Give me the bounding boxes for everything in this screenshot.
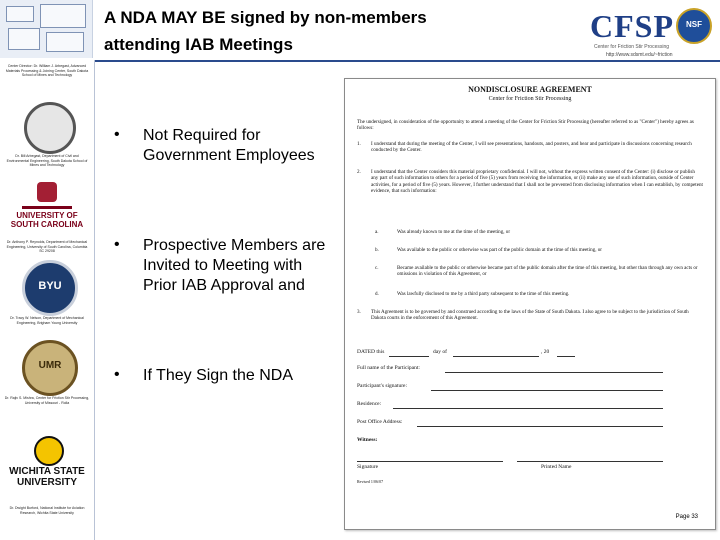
cfsp-logo <box>590 8 674 52</box>
nda-item-number: 1. <box>357 141 361 147</box>
umr-seal-icon <box>22 340 78 396</box>
nda-subitem-letter: c. <box>375 265 379 271</box>
nda-item-text: I understand that the Center considers this material proprietary confidential. I will not, without the express written consent of the Center: (i) disclose or publish any part of such information to others for a period of five (5) years from receiving the information, or (ii) make any use of such information, outside of Center activities, for a period of five (5) years. However, I further understand that I shall not be prevented from disclosing information when I can establish, by competent evidence, that such information: <box>371 169 703 195</box>
nda-item-1 <box>357 141 703 154</box>
sidebar-partners <box>0 60 95 540</box>
title-line-2: attending IAB Meetings <box>104 35 293 54</box>
usc-name: UNIVERSITY OF SOUTH CAROLINA <box>10 211 84 229</box>
header-url: http://www.sdsmt.edu/~friction <box>606 52 673 58</box>
nda-subitem-b <box>375 247 701 253</box>
nda-subitem-letter: b. <box>375 247 379 253</box>
nda-subitem-text: Became available to the public or otherwise became part of the public domain after the time of this meeting, but other than through any own acts or omissions in violation of this Agreement, or <box>397 265 698 278</box>
nda-item-text: I understand that during the meeting of the Center, I will see presentations, handouts, and posters, and hear and participate in discussions concerning research conducted by the Center. <box>371 141 692 154</box>
nda-day-line[interactable] <box>389 356 429 357</box>
page-number: Page 33 <box>675 514 698 520</box>
nda-subitem-a <box>375 229 701 235</box>
nda-title: NONDISCLOSURE AGREEMENT <box>468 85 592 94</box>
nda-item-number: 3. <box>357 309 361 315</box>
nda-intro-text: The undersigned, in consideration of the opportunity to attend a meeting of the Center for Friction Stir Processing (hereafter referred to as "Center") hereby agrees as follows: <box>357 119 694 132</box>
nda-year-line[interactable] <box>557 356 575 357</box>
nda-subtitle: Center for Friction Stir Processing <box>488 96 572 102</box>
slide-title <box>104 4 524 58</box>
nda-subitem-letter: d. <box>375 291 379 297</box>
nda-item-text: This Agreement is to be governed by and construed according to the laws of the State of South Dakota. I also agree to be subject to the jurisdiction of South Dakota courts in the enforcement of this Agreement. <box>371 309 689 322</box>
nda-field-residence-label: Residence: <box>357 401 382 407</box>
nda-intro <box>357 119 703 132</box>
nda-document <box>344 78 716 530</box>
nda-subitem-text: Was lawfully disclosed to me by a third party subsequent to the time of this meeting. <box>397 291 570 297</box>
bullet-marker: • <box>114 126 120 143</box>
nda-dated-label: DATED this <box>357 349 385 355</box>
wsu-name: WICHITA STATE UNIVERSITY <box>9 466 85 488</box>
nda-year-label: , 20 <box>541 349 550 355</box>
usc-bar <box>22 206 72 209</box>
sidebar-text-5: Dr. Rajiv S. Mishra, Center for Friction Stir Processing, University of Missouri - Rolla <box>4 396 90 405</box>
sidebar-text-1: Center Director: Dr. William J. Arbegast, Advanced Materials Processing & Joining Center, South Dakota School of Mines and Technology <box>5 64 89 77</box>
sidebar-text-3: Dr. Anthony P. Reynolds, Department of Mechanical Engineering, University of South Carolina, Columbia SC 29208 <box>6 240 88 253</box>
nda-subitem-c <box>375 265 701 278</box>
title-line-1: A NDA MAY BE signed by non-members <box>104 8 427 27</box>
nsf-logo-text: NSF <box>686 20 702 29</box>
nda-subitem-d <box>375 291 701 297</box>
nda-witness-signature-line[interactable] <box>357 461 503 462</box>
nda-field-full-name-label: Full name of the Participant: <box>357 365 420 371</box>
sdsmt-seal-icon <box>24 102 76 154</box>
nda-item-3 <box>357 309 703 322</box>
bullet-marker: • <box>114 366 120 383</box>
bullet-text-prospective: Prospective Members are Invited to Meeting with Prior IAB Approval and <box>143 237 326 294</box>
nda-subitem-letter: a. <box>375 229 379 235</box>
sidebar-text-4: Dr. Tracy W. Nelson, Department of Mechanical Engineering, Brigham Young University <box>10 316 84 325</box>
nda-field-address-label: Post Office Address: <box>357 419 403 425</box>
nsf-logo <box>676 8 712 44</box>
nda-field-address-line[interactable] <box>417 426 663 427</box>
sidebar-text-2: Dr. Bill Arbegast, Department of Civil and Environmental Engineering, South Dakota School of Mines and Technology <box>6 154 88 167</box>
nda-field-full-name-line[interactable] <box>445 372 663 373</box>
nda-item-number: 2. <box>357 169 361 175</box>
byu-name: BYU <box>38 280 62 292</box>
byu-seal-icon <box>22 260 78 316</box>
nda-month-line[interactable] <box>453 356 539 357</box>
cfsp-logo-subtitle: Center for Friction Stir Processing <box>594 44 670 50</box>
bullet-text-sign-nda: If They Sign the NDA <box>143 367 293 384</box>
sidebar-text-6: Dr. Dwight Burford, National Institute for Aviation Research, Wichita State University <box>9 506 85 515</box>
nda-subitem-text: Was already known to me at the time of the meeting, or <box>397 229 511 235</box>
nda-witness-name-line[interactable] <box>517 461 663 462</box>
wsu-shocker-icon <box>34 436 64 466</box>
nda-item-2 <box>357 169 703 195</box>
cfsp-logo-text: CFSP <box>590 8 674 44</box>
umr-name: UMR <box>38 360 62 371</box>
nda-field-residence-line[interactable] <box>393 408 663 409</box>
bullet-marker: • <box>114 236 120 253</box>
bullet-text-government: Not Required for Government Employees <box>143 127 315 164</box>
nda-printed-name-label: Printed Name <box>541 464 572 470</box>
nda-field-signature-label: Participant's signature: <box>357 383 408 389</box>
header-diagram-thumbnail <box>0 0 93 58</box>
nda-revision: Revised 1/06/07 <box>357 479 384 484</box>
nda-witness-label: Witness: <box>357 437 378 443</box>
nda-field-signature-line[interactable] <box>431 390 663 391</box>
usc-emblem-icon <box>37 182 57 202</box>
nda-signature-label: Signature <box>357 464 379 470</box>
nda-day-label: day of <box>433 349 447 355</box>
nda-subitem-text: Was available to the public or otherwise was part of the public domain at the time of this meeting, or <box>397 247 602 253</box>
header-divider <box>92 60 720 62</box>
